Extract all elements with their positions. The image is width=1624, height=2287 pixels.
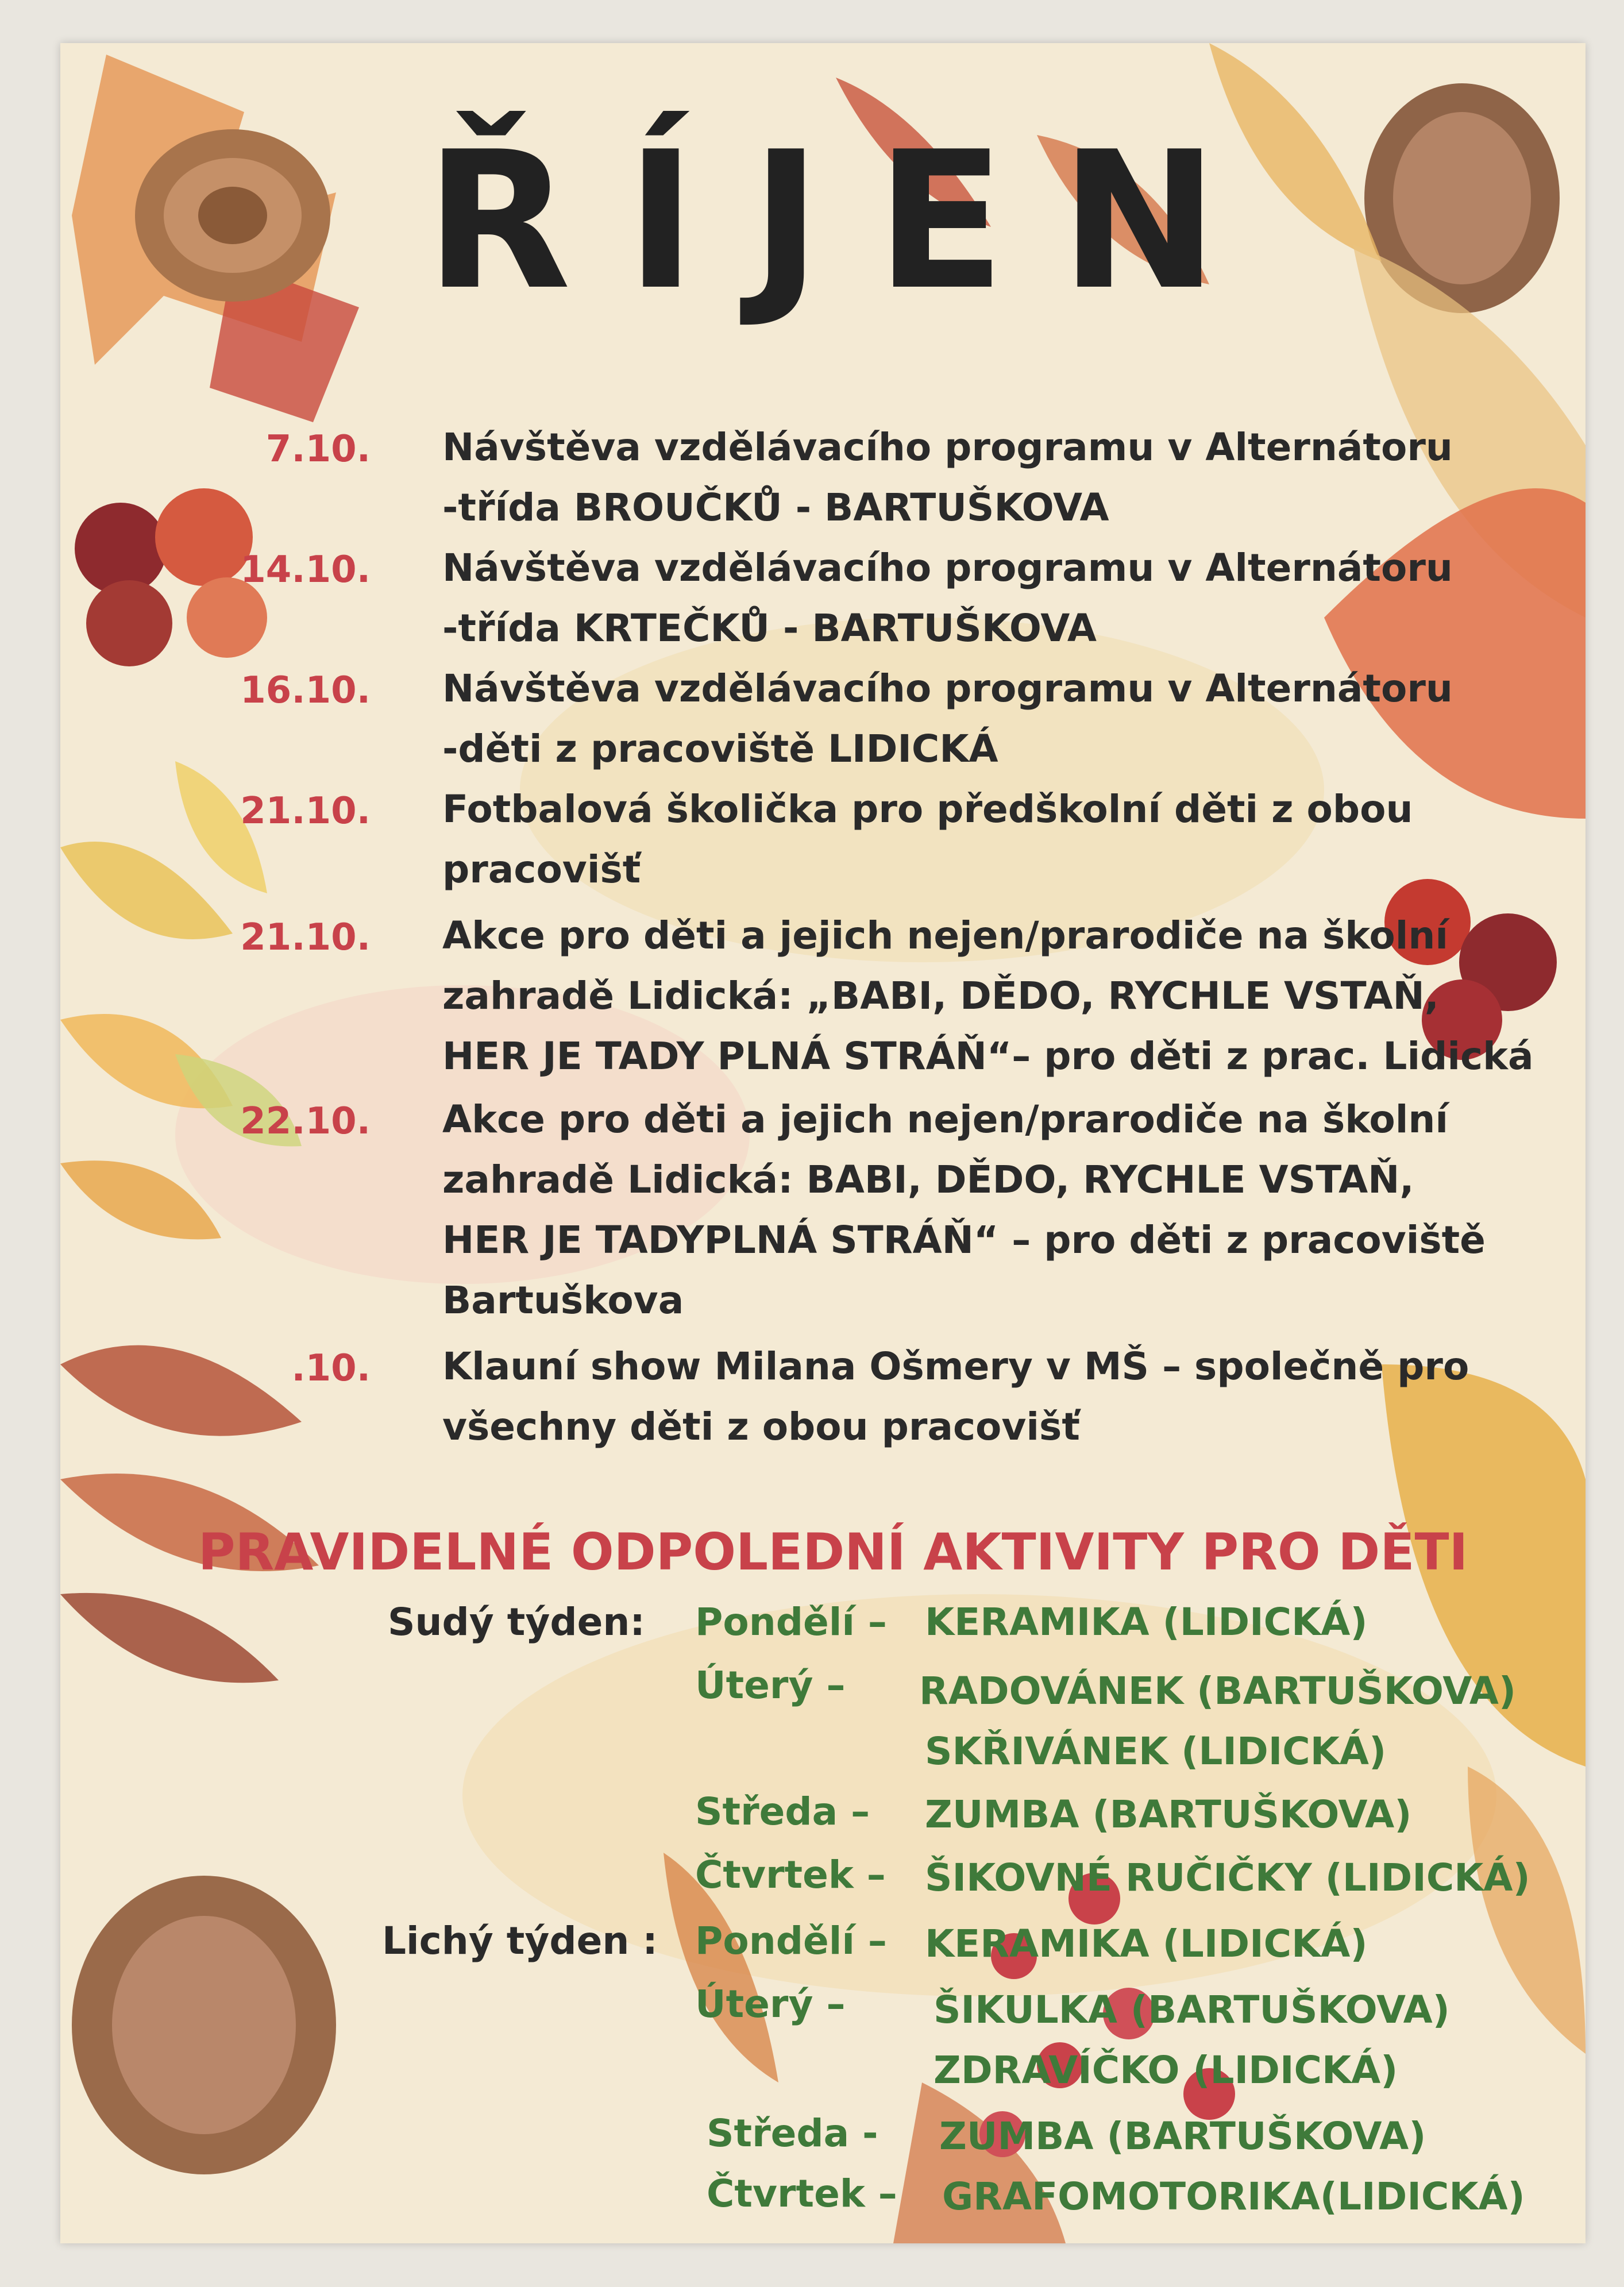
day-label: Čtvrtek – <box>707 2172 897 2216</box>
day-label: Pondělí – <box>695 1919 887 1963</box>
berries-icon <box>1384 879 1557 1060</box>
event-line: všechny děti z obou pracovišť <box>442 1405 1080 1449</box>
event-date: 16.10. <box>240 669 371 712</box>
leaf-icon <box>60 1345 319 1683</box>
day-label: Pondělí – <box>695 1600 887 1644</box>
event-line: Akce pro děti a jejich nejen/prarodiče na školní <box>442 913 1448 958</box>
event-line: Bartuškova <box>442 1278 684 1322</box>
event-line: zahradě Lidická: „BABI, DĚDO, RYCHLE VSTAŇ, <box>442 974 1439 1018</box>
activity: ŠIKULKA (BARTUŠKOVA) <box>933 1988 1450 2032</box>
event-date: .10. <box>291 1347 371 1390</box>
pine-cone-icon <box>72 1876 336 2174</box>
event-line: zahradě Lidická: BABI, DĚDO, RYCHLE VSTAŇ, <box>442 1158 1414 1202</box>
event-line: Klauní show Milana Ošmery v MŠ – společně pro <box>442 1344 1469 1389</box>
event-line: Návštěva vzdělávacího programu v Alternátoru <box>442 666 1453 711</box>
even-week-label: Sudý týden: <box>388 1600 645 1644</box>
poster-sheet <box>60 43 1586 2243</box>
activity: GRAFOMOTORIKA(LIDICKÁ) <box>942 2174 1525 2219</box>
event-date: 7.10. <box>265 428 371 470</box>
event-date: 21.10. <box>240 916 371 959</box>
day-label: Středa - <box>707 2111 878 2155</box>
day-label: Čtvrtek – <box>695 1853 886 1897</box>
event-line: HER JE TADYPLNÁ STRÁŇ“ – pro děti z pracoviště <box>442 1218 1486 1262</box>
odd-week-label: Lichý týden : <box>382 1919 658 1963</box>
event-line: Akce pro děti a jejich nejen/prarodiče na školní <box>442 1097 1448 1141</box>
section-title: PRAVIDELNÉ ODPOLEDNÍ AKTIVITY PRO DĚTI <box>198 1522 1468 1582</box>
activity: KERAMIKA (LIDICKÁ) <box>925 1600 1368 1644</box>
event-date: 14.10. <box>240 549 371 591</box>
page-title: ŘÍJEN <box>425 111 1274 331</box>
event-date: 22.10. <box>240 1100 371 1143</box>
activity: ŠIKOVNÉ RUČIČKY (LIDICKÁ) <box>925 1856 1530 1900</box>
activity: KERAMIKA (LIDICKÁ) <box>925 1922 1368 1966</box>
activity: ZDRAVÍČKO (LIDICKÁ) <box>933 2048 1398 2092</box>
activity: ZUMBA (BARTUŠKOVA) <box>925 1792 1412 1837</box>
activity: ZUMBA (BARTUŠKOVA) <box>939 2114 1426 2158</box>
event-line: Fotbalová školička pro předškolní děti z obou <box>442 787 1413 831</box>
event-line: -děti z pracoviště LIDICKÁ <box>442 727 998 771</box>
event-line: -třída BROUČKŮ - BARTUŠKOVA <box>442 485 1109 530</box>
activity: SKŘIVÁNEK (LIDICKÁ) <box>925 1729 1387 1773</box>
event-line: pracovišť <box>442 847 641 892</box>
event-line: HER JE TADY PLNÁ STRÁŇ“– pro děti z prac. Lidická <box>442 1034 1534 1078</box>
day-label: Úterý – <box>695 1982 846 2026</box>
event-line: Návštěva vzdělávacího programu v Alternátoru <box>442 425 1453 469</box>
autumn-decoration <box>60 43 1586 2243</box>
day-label: Úterý – <box>695 1663 846 1707</box>
day-label: Středa – <box>695 1790 870 1834</box>
activity: RADOVÁNEK (BARTUŠKOVA) <box>919 1669 1517 1713</box>
event-date: 21.10. <box>240 790 371 832</box>
event-line: -třída KRTEČKŮ - BARTUŠKOVA <box>442 606 1097 650</box>
pine-cone-icon <box>135 129 330 302</box>
event-line: Návštěva vzdělávacího programu v Alternátoru <box>442 546 1453 590</box>
leaf-icon <box>1324 488 1586 819</box>
